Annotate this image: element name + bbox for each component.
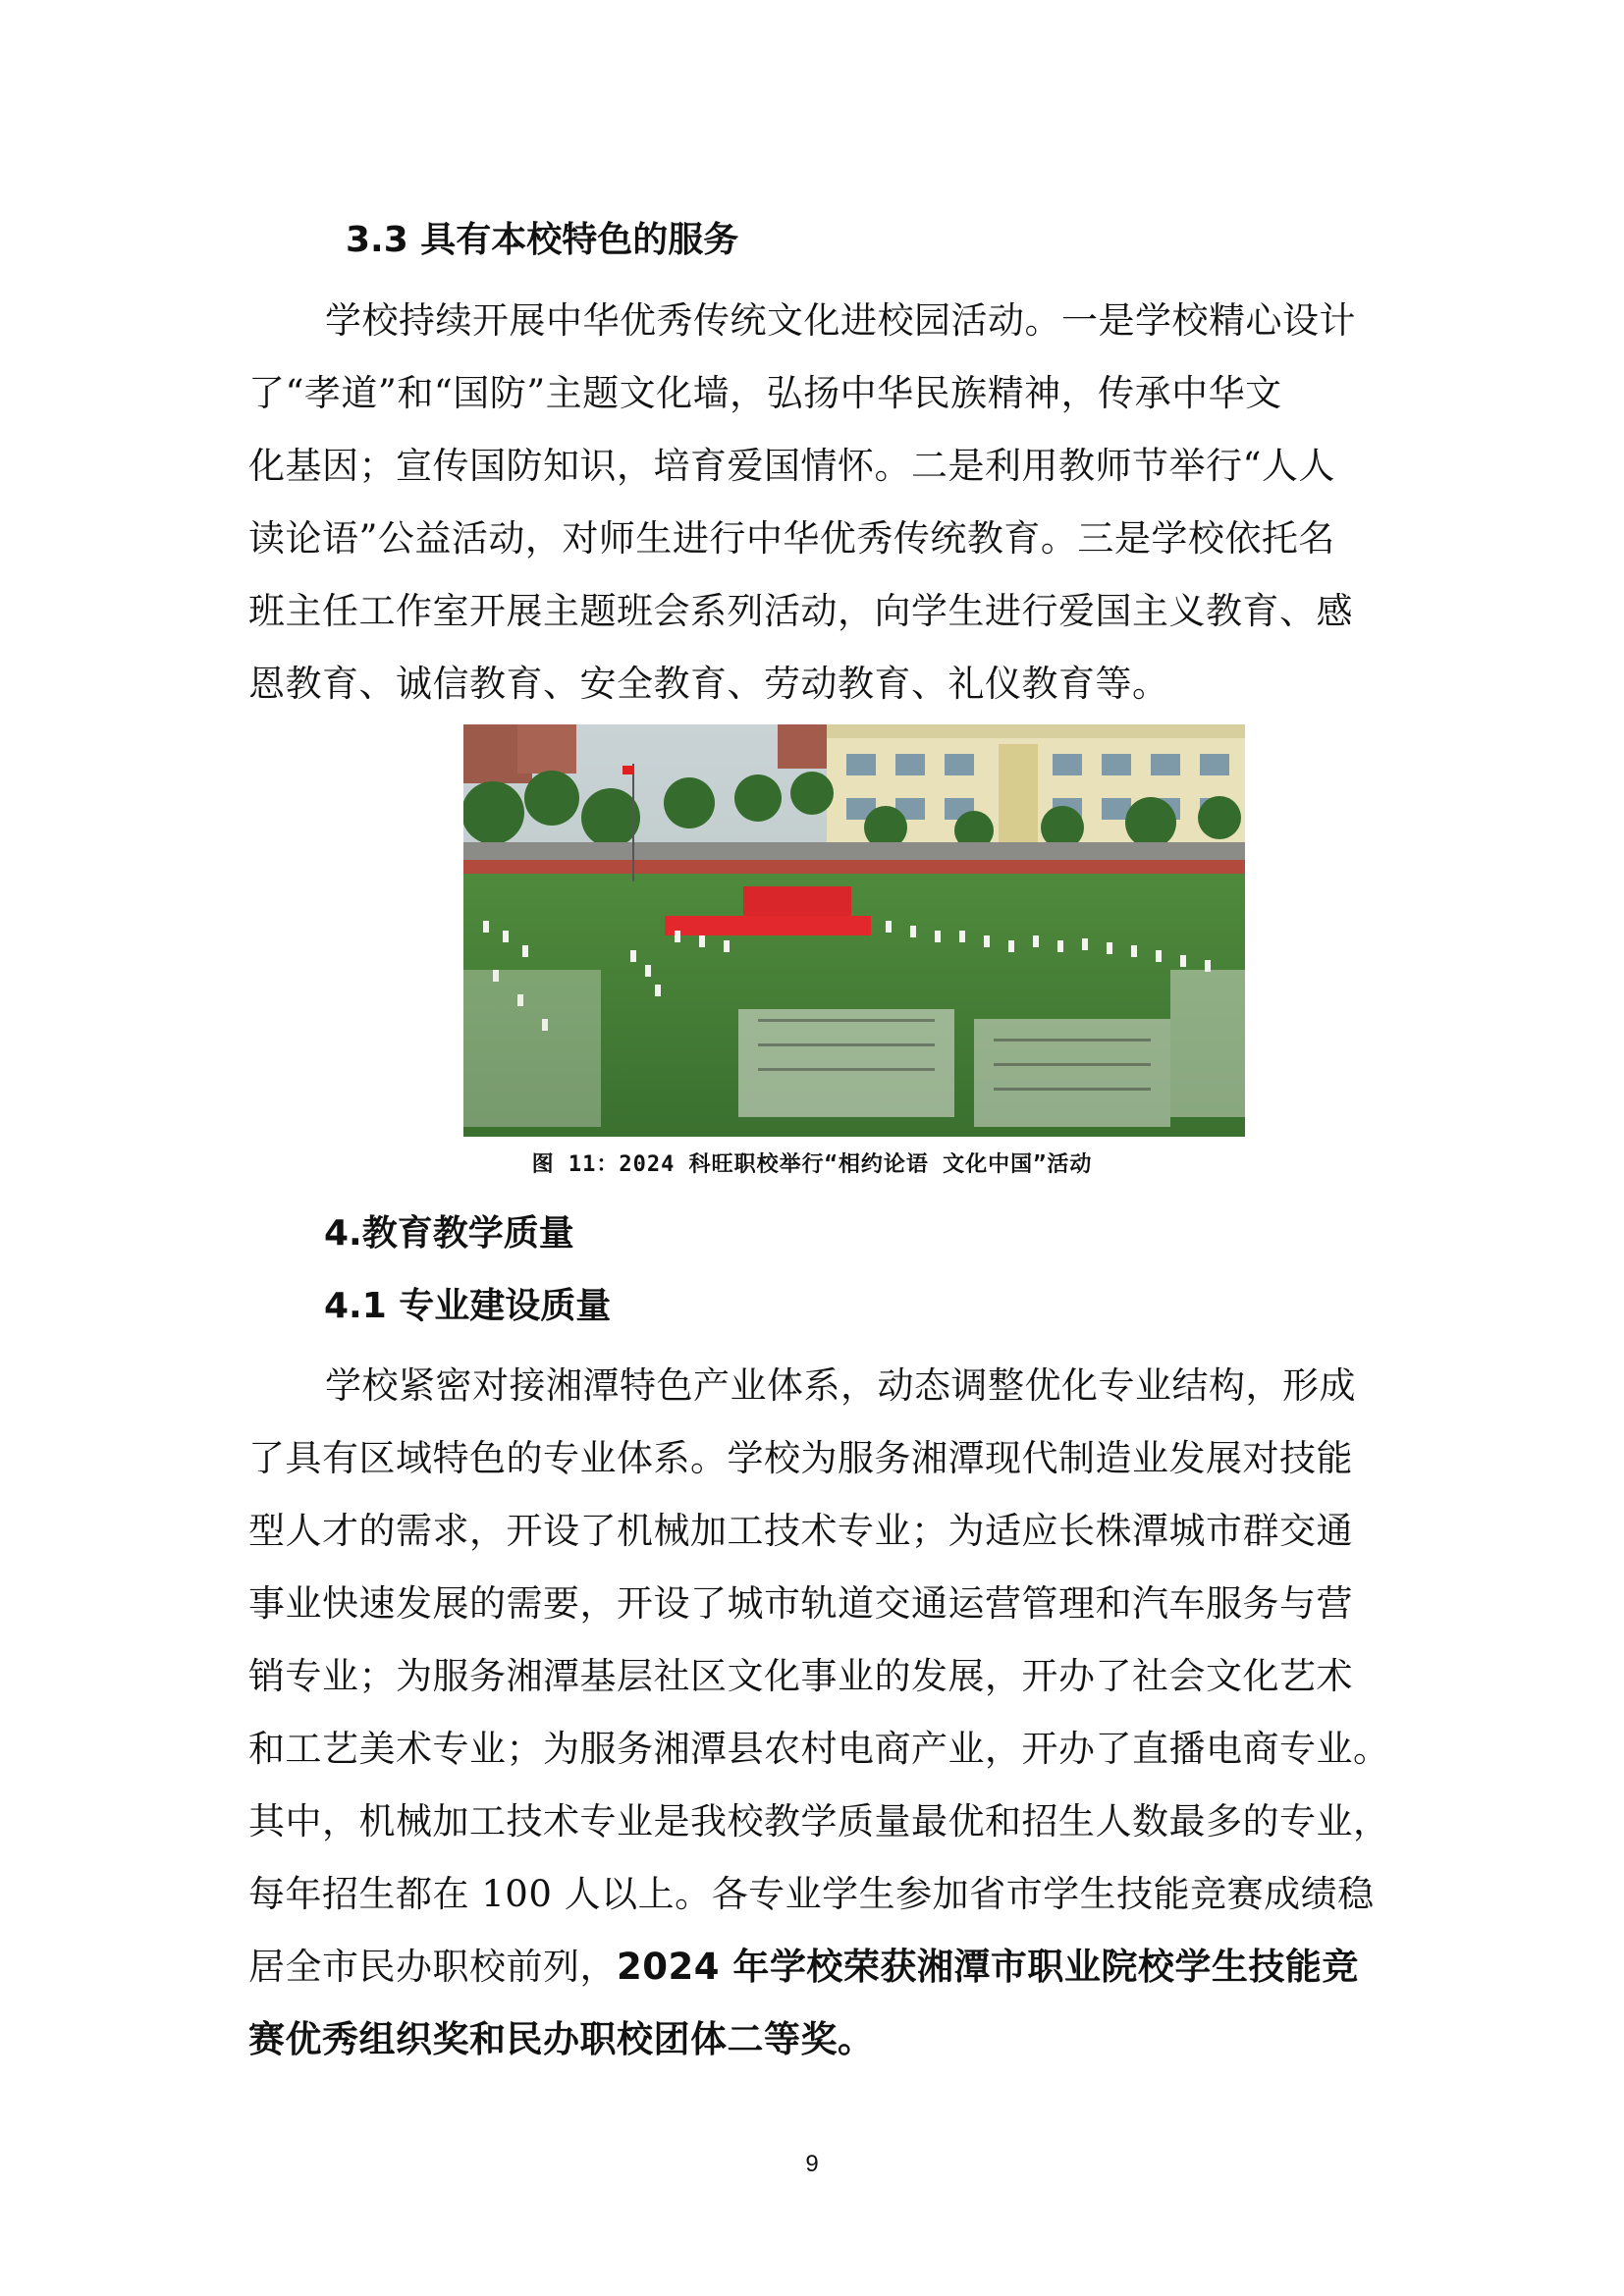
paragraph-line: 班主任工作室开展主题班会系列活动，向学生进行爱国主义教育、感 [248,590,1353,632]
page-number: 9 [805,2151,819,2177]
paragraph-line: 和工艺美术专业；为服务湘潭县农村电商产业，开办了直播电商专业。 [248,1728,1390,1770]
paragraph-line: 学校紧密对接湘潭特色产业体系，动态调整优化专业结构，形成 [325,1364,1356,1407]
paragraph-line: 事业快速发展的需要，开设了城市轨道交通运营管理和汽车服务与营 [248,1582,1353,1625]
figure-caption: 图 11：2024 科旺职校举行“相约论语 文化中国”活动 [531,1152,1093,1177]
paragraph-line: 每年招生都在 100 人以上。各专业学生参加省市学生技能竞赛成绩稳 [248,1873,1375,1915]
section-4-1-heading: 4.1 专业建设质量 [324,1286,612,1326]
section-3-3-paragraph [248,285,1417,721]
paragraph-line: 化基因；宣传国防知识，培育爱国情怀。二是利用教师节举行“人人 [248,445,1335,487]
paragraph-line: 其中，机械加工技术专业是我校教学质量最优和招生人数最多的专业， [248,1800,1390,1842]
paragraph-line: 了“孝道”和“国防”主题文化墙，弘扬中华民族精神，传承中华文 [248,372,1282,414]
paragraph-line: 学校持续开展中华优秀传统文化进校园活动。一是学校精心设计 [325,299,1356,342]
paragraph-line: 型人才的需求，开设了机械加工技术专业；为适应长株潭城市群交通 [248,1510,1353,1552]
paragraph-line: 销专业；为服务湘潭基层社区文化事业的发展，开办了社会文化艺术 [248,1655,1353,1697]
highlight-text: 2024 年学校荣获湘潭市职业院校学生技能竞 [617,1946,1359,1988]
paragraph-line: 了具有区域特色的专业体系。学校为服务湘潭现代制造业发展对技能 [248,1437,1353,1479]
school-activity-photo [463,724,1245,1137]
section-4-heading: 4.教育教学质量 [324,1213,574,1254]
highlight-text: 赛优秀组织奖和民办职校团体二等奖。 [248,2018,875,2060]
paragraph-text: 居全市民办职校前列， [248,1946,617,1988]
paragraph-line: 读论语”公益活动，对师生进行中华优秀传统教育。三是学校依托名 [248,517,1335,560]
paragraph-line: 恩教育、诚信教育、安全教育、劳动教育、礼仪教育等。 [248,663,1169,705]
section-4-1-paragraph [248,1350,1417,2076]
section-3-3-heading: 3.3 具有本校特色的服务 [346,220,739,260]
paragraph-line [248,1931,1417,2003]
